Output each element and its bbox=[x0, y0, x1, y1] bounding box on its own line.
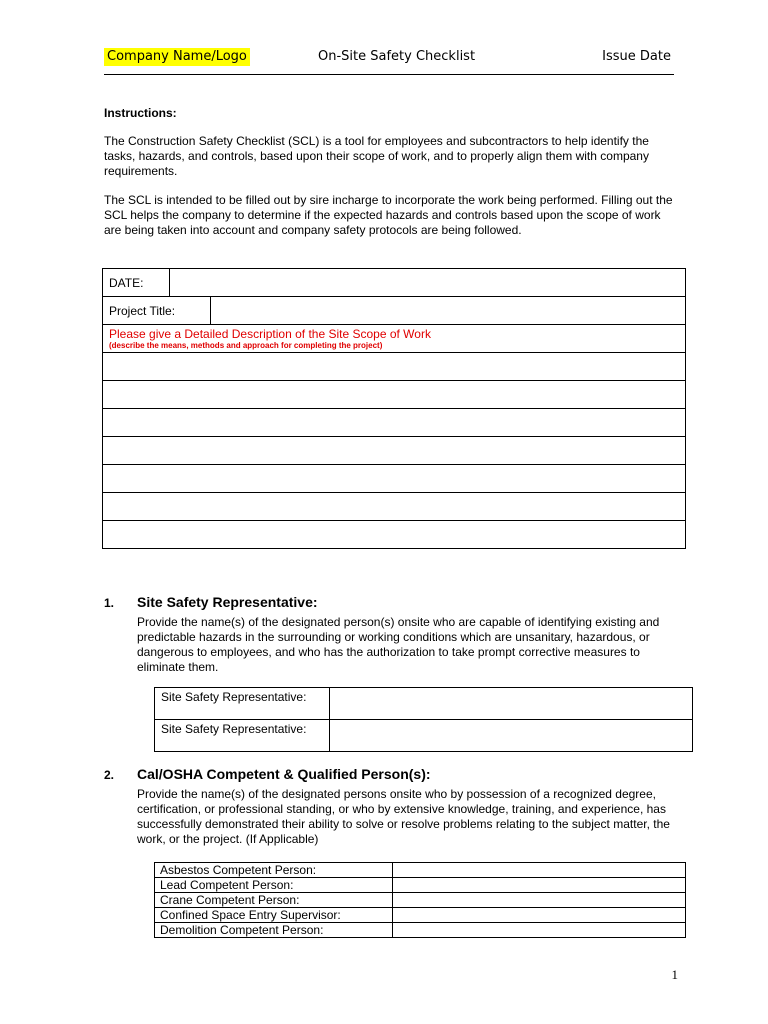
competent-person-label: Confined Space Entry Supervisor: bbox=[155, 908, 393, 923]
section-2-body: Provide the name(s) of the designated persons onsite who by possession of a recognized degree, certification, or professional standing, or who by extensive knowledge, training, and experience, has successfully demonstrated their ability to solve or resolve problems relating to the subject matter, the work, or the project. (If Applicable) bbox=[137, 787, 670, 846]
scope-line[interactable] bbox=[103, 353, 686, 381]
section-1-body: Provide the name(s) of the designated person(s) onsite who are capable of identifying existing and predictable hazards in the surrounding or working conditions which are unsanitary, hazardous, or dangerous to employees, and who has the authorization to take prompt corrective measures to eliminate them. bbox=[137, 615, 660, 674]
page-header bbox=[104, 44, 674, 75]
date-field[interactable] bbox=[170, 269, 686, 296]
competent-person-label: Asbestos Competent Person: bbox=[155, 863, 393, 878]
scope-subtitle: (describe the means, methods and approach for completing the project) bbox=[109, 341, 383, 350]
scope-line[interactable] bbox=[103, 409, 686, 437]
site-safety-rep-label: Site Safety Representative: bbox=[155, 720, 330, 752]
company-name-logo: Company Name/Logo bbox=[104, 48, 250, 66]
competent-person-field[interactable] bbox=[393, 908, 686, 923]
competent-persons-table bbox=[154, 862, 686, 938]
competent-person-label: Lead Competent Person: bbox=[155, 878, 393, 893]
project-title-label: Project Title: bbox=[103, 297, 211, 324]
scope-header-cell bbox=[103, 325, 686, 353]
section-2-number: 2. bbox=[104, 768, 115, 782]
project-info-table bbox=[102, 268, 686, 549]
project-title-field[interactable] bbox=[211, 297, 686, 324]
instructions-paragraph-2: The SCL is intended to be filled out by sire incharge to incorporate the work being performed. Filling out the SCL helps the company to determine if the expected hazards and controls based upon the scope of work are being taken into account and company safety protocols are being followed. bbox=[104, 193, 673, 237]
instructions-heading: Instructions: bbox=[104, 106, 177, 120]
competent-person-field[interactable] bbox=[393, 923, 686, 938]
section-2-title: Cal/OSHA Competent & Qualified Person(s): bbox=[137, 766, 431, 782]
scope-line[interactable] bbox=[103, 381, 686, 409]
scope-title: Please give a Detailed Description of the Site Scope of Work bbox=[109, 327, 431, 341]
section-1-title: Site Safety Representative: bbox=[137, 594, 318, 610]
scope-line[interactable] bbox=[103, 493, 686, 521]
site-safety-rep-field[interactable] bbox=[330, 688, 693, 720]
page-number: 1 bbox=[671, 967, 678, 982]
competent-person-field[interactable] bbox=[393, 863, 686, 878]
site-safety-rep-table bbox=[154, 687, 693, 752]
section-1-number: 1. bbox=[104, 596, 115, 610]
issue-date: Issue Date bbox=[602, 49, 671, 64]
scope-line[interactable] bbox=[103, 465, 686, 493]
competent-person-field[interactable] bbox=[393, 893, 686, 908]
competent-person-label: Crane Competent Person: bbox=[155, 893, 393, 908]
document-title: On-Site Safety Checklist bbox=[318, 49, 476, 64]
scope-line[interactable] bbox=[103, 521, 686, 549]
site-safety-rep-label: Site Safety Representative: bbox=[155, 688, 330, 720]
competent-person-label: Demolition Competent Person: bbox=[155, 923, 393, 938]
site-safety-rep-field[interactable] bbox=[330, 720, 693, 752]
date-label: DATE: bbox=[103, 269, 170, 296]
scope-line[interactable] bbox=[103, 437, 686, 465]
competent-person-field[interactable] bbox=[393, 878, 686, 893]
instructions-paragraph-1: The Construction Safety Checklist (SCL) is a tool for employees and subcontractors to help identify the tasks, hazards, and controls, based upon their scope of work, and to properly align them with company requirements. bbox=[104, 134, 649, 178]
